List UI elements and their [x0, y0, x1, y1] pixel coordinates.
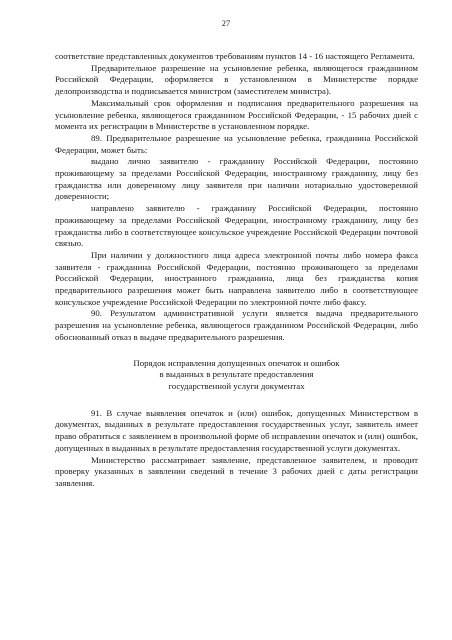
paragraph-permit-formalization: Предварительное разрешение на усыновление ребенка, являющегося гражданином Российской Федерации, оформляется в установленном в Министерстве порядке делопроизводства и подписывается министром (заместителем министра).: [55, 62, 418, 97]
section-heading-line: государственной услуги документах: [168, 380, 305, 391]
section-heading-line: в выданных в результате предоставления: [159, 369, 314, 380]
paragraph-issued-personally: выдано лично заявителю - гражданину Российской Федерации, постоянно проживающему за пределами Российской Федерации, иностранному гражданину, лицу без гражданства или доверенному лицу заявителя при наличии нотариально удостоверенной доверенности;: [55, 156, 418, 202]
paragraph-max-term: Максимальный срок оформления и подписания предварительного разрешения на усыновление ребенка, являющегося гражданином Российской Федерации, - 15 рабочих дней с момента их регистрации в Министерстве в установленном порядке.: [55, 97, 418, 132]
section-heading: [55, 358, 418, 393]
paragraph-email-fax: При наличии у должностного лица адреса электронной почты либо номера факса заявителя - гражданина Российской Федерации, постоянно проживающего за пределами Российской Федерации, иностранного гражданина, лица без гражданства копия предварительного разрешения может быть направлена заявителю либо в соответствующее консульское учреждение Российской Федерации по электронной почте либо факсу.: [55, 249, 418, 307]
paragraph-review: Министерство рассматривает заявление, представленное заявителем, и проводит проверку указанных в заявлении сведений в течение 3 рабочих дней с даты регистрации заявления.: [55, 454, 418, 488]
paragraph-sent-by-post: направлено заявителю - гражданину Российской Федерации, постоянно проживающему за пределами Российской Федерации, иностранному гражданину, лицу без гражданства либо в соответствующее консульское учреждение Российской Федерации почтовой связью.: [55, 203, 418, 249]
paragraph-91: 91. В случае выявления опечаток и (или) ошибок, допущенных Министерством в документах, выданных в результате предоставления государственных услуг, заявитель имеет право обратиться с заявлением в произвольной форме об исправлении опечаток и (или) ошибок, допущенных в выданных в результате предоставления государственной услуги документах.: [55, 407, 418, 453]
paragraph-continuation: соответствие представленных документов требованиям пунктов 14 - 16 настоящего Регламента.: [55, 51, 415, 61]
page-number: 27: [221, 18, 231, 28]
document-body: [55, 51, 418, 490]
section-heading-line: Порядок исправления допущенных опечаток и ошибок: [133, 357, 340, 368]
paragraph-90: 90. Результатом административной услуги является выдача предварительного разрешения на усыновление ребенка, являющегося гражданином Российской Федерации, либо обоснованный отказ в выдаче предварительного разрешения.: [55, 308, 418, 342]
paragraph-89: 89. Предварительное разрешение на усыновление ребенка, гражданина Российской Федерации, может быть:: [55, 132, 418, 155]
